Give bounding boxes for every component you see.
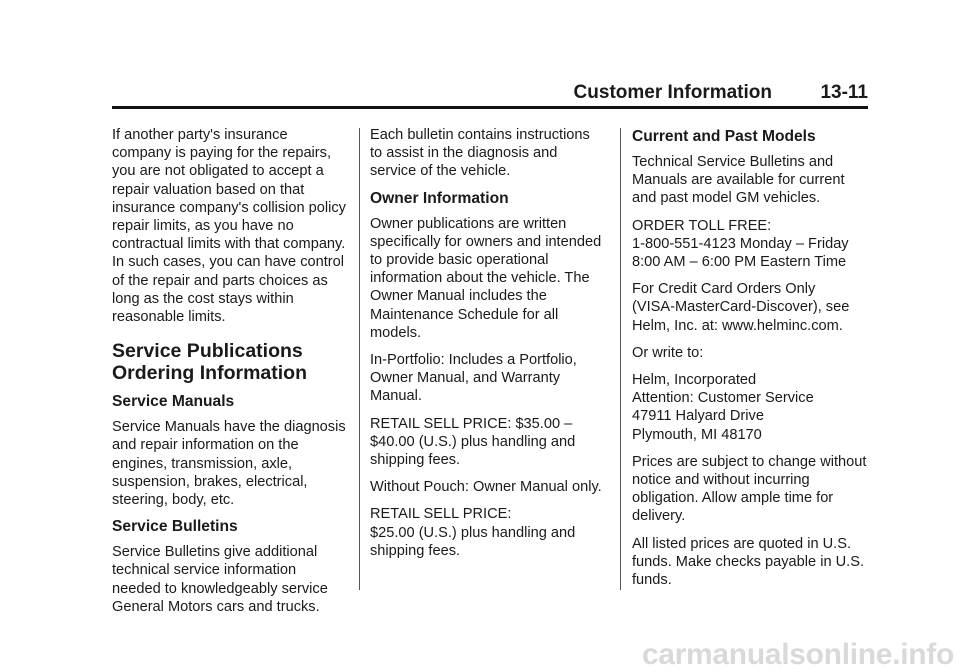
service-manuals-text: Service Manuals have the diagnosis and repair information on the engines, transmission, axle, suspension, brakes, electrical, steering, body, etc. <box>112 419 346 509</box>
prices-change-text: Prices are subject to change without notice and without incurring obligation. Allow ample time for delivery. <box>632 453 867 525</box>
owner-information-heading: Owner Information <box>370 189 509 207</box>
column-1 <box>112 126 352 625</box>
current-past-models-heading: Current and Past Models <box>632 128 816 145</box>
column-3 <box>632 126 872 598</box>
in-portfolio-text: In-Portfolio: Includes a Portfolio, Owner Manual, and Warranty Manual. <box>370 352 577 405</box>
without-pouch-text: Without Pouch: Owner Manual only. <box>370 479 602 496</box>
bulletin-instructions-text: Each bulletin contains instructions to assist in the diagnosis and service of the vehicle. <box>370 127 590 180</box>
mailing-address: Helm, Incorporated Attention: Customer Service 47911 Halyard Drive Plymouth, MI 48170 <box>632 372 814 443</box>
service-bulletins-text: Service Bulletins give additional technical service information needed to knowledgeably service General Motors cars and trucks. <box>112 544 328 615</box>
page-header <box>112 80 868 109</box>
section-header-title: Customer Information <box>573 82 772 103</box>
section-title: Service Publications Ordering Information <box>112 340 307 385</box>
credit-card-orders-text: For Credit Card Orders Only (VISA-MasterCard-Discover), see Helm, Inc. at: www.helminc.com. <box>632 281 850 334</box>
write-to-text: Or write to: <box>632 344 704 361</box>
owner-information-text: Owner publications are written specifically for owners and intended to provide basic operational information about the vehicle. The Owner Manual includes the Maintenance Schedule for all models. <box>370 215 602 341</box>
insurance-paragraph: If another party's insurance company is paying for the repairs, you are not obligated to accept a repair valuation based on that insurance company's collision policy repair limits, as you have no contractual limits with that company. In such cases, you can have control of the repair and parts choices as long as the cost stays within reasonable limits. <box>112 127 346 326</box>
column-divider-1 <box>359 128 360 590</box>
page-number: 13-11 <box>820 82 868 103</box>
column-2 <box>370 126 610 569</box>
prices-quoted-text: All listed prices are quoted in U.S. funds. Make checks payable in U.S. funds. <box>632 535 864 589</box>
current-past-models-text: Technical Service Bulletins and Manuals are available for current and past model GM vehicles. <box>632 154 845 207</box>
retail-price-text-2: RETAIL SELL PRICE: $25.00 (U.S.) plus handling and shipping fees. <box>370 506 576 559</box>
service-manuals-heading: Service Manuals <box>112 393 235 411</box>
watermark-text: carmanualsonline.info <box>641 638 954 671</box>
retail-price-text-1: RETAIL SELL PRICE: $35.00 – $40.00 (U.S.) plus handling and shipping fees. <box>370 415 576 469</box>
column-divider-2 <box>620 128 621 590</box>
service-bulletins-heading: Service Bulletins <box>112 518 238 536</box>
order-toll-free-text: ORDER TOLL FREE: 1-800-551-4123 Monday – Friday 8:00 AM – 6:00 PM Eastern Time <box>632 217 849 271</box>
